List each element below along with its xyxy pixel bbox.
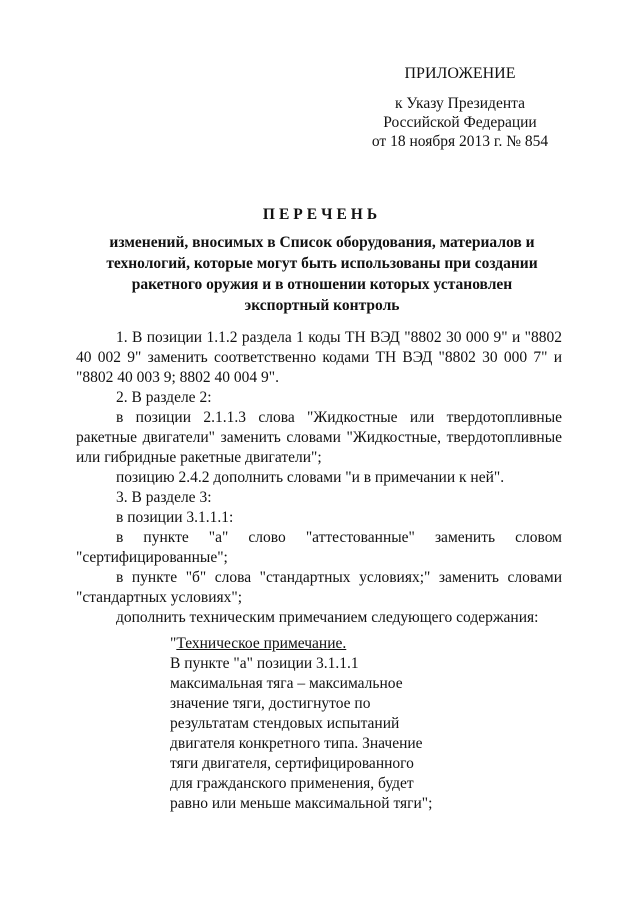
appendix-line-2: Российской Федерации — [383, 114, 537, 131]
note-line: равно или меньше максимальной тяги"; — [170, 795, 433, 812]
appendix-line-3: от 18 ноября 2013 г. № 854 — [371, 133, 549, 150]
document-subtitle — [80, 232, 564, 316]
note-heading-line — [170, 634, 470, 654]
technical-note — [170, 634, 470, 814]
note-line: максимальная тяга – максимальное — [170, 675, 403, 692]
note-line: значение тяги, достигнутое по — [170, 695, 371, 712]
paragraph-3: в позиции 2.1.1.3 слова "Жидкостные или твердотопливные ракетные двигатели" заменить словами "Жидкостные, твердотопливные или гибридные ракетные двигатели"; — [76, 409, 562, 466]
note-line: для гражданского применения, будет — [170, 775, 414, 792]
document-title: ПЕРЕЧЕНЬ — [262, 206, 382, 223]
paragraph-7: в пункте "а" слово "аттестованные" заменить словом "сертифицированные"; — [76, 529, 562, 566]
appendix-line-1: к Указу Президента — [395, 95, 525, 112]
paragraph-2: 2. В разделе 2: — [116, 389, 212, 406]
paragraph-9: дополнить техническим примечанием следующего содержания: — [116, 609, 539, 626]
note-line: двигателя конкретного типа. Значение — [170, 735, 423, 752]
note-heading: Техническое примечание. — [176, 635, 347, 652]
note-line: тяги двигателя, сертифицированного — [170, 755, 414, 772]
subtitle-line-2: технологий, которые могут быть использованы при создании — [106, 255, 538, 272]
document-body — [76, 328, 562, 628]
appendix-block — [355, 64, 565, 151]
paragraph-5: 3. В разделе 3: — [116, 489, 212, 506]
subtitle-line-1: изменений, вносимых в Список оборудования, материалов и — [109, 234, 535, 251]
note-line: В пункте "а" позиции 3.1.1.1 — [170, 655, 359, 672]
note-quote-open: " — [170, 635, 177, 652]
paragraph-1: 1. В позиции 1.1.2 раздела 1 коды ТН ВЭД "8802 30 000 9" и "8802 40 002 9" заменить соответственно кодами ТН ВЭД "8802 30 000 7" и "8802 40 003 9; 8802 40 004 9". — [76, 329, 562, 386]
subtitle-line-4: экспортный контроль — [244, 297, 400, 314]
paragraph-8: в пункте "б" слова "стандартных условиях;" заменить словами "стандартных условиях"; — [76, 569, 562, 606]
appendix-heading: ПРИЛОЖЕНИЕ — [404, 65, 516, 82]
paragraph-4: позицию 2.4.2 дополнить словами "и в примечании к ней". — [116, 469, 505, 486]
note-line: результатам стендовых испытаний — [170, 715, 400, 732]
paragraph-6: в позиции 3.1.1.1: — [116, 509, 234, 526]
subtitle-line-3: ракетного оружия и в отношении которых установлен — [131, 276, 513, 293]
